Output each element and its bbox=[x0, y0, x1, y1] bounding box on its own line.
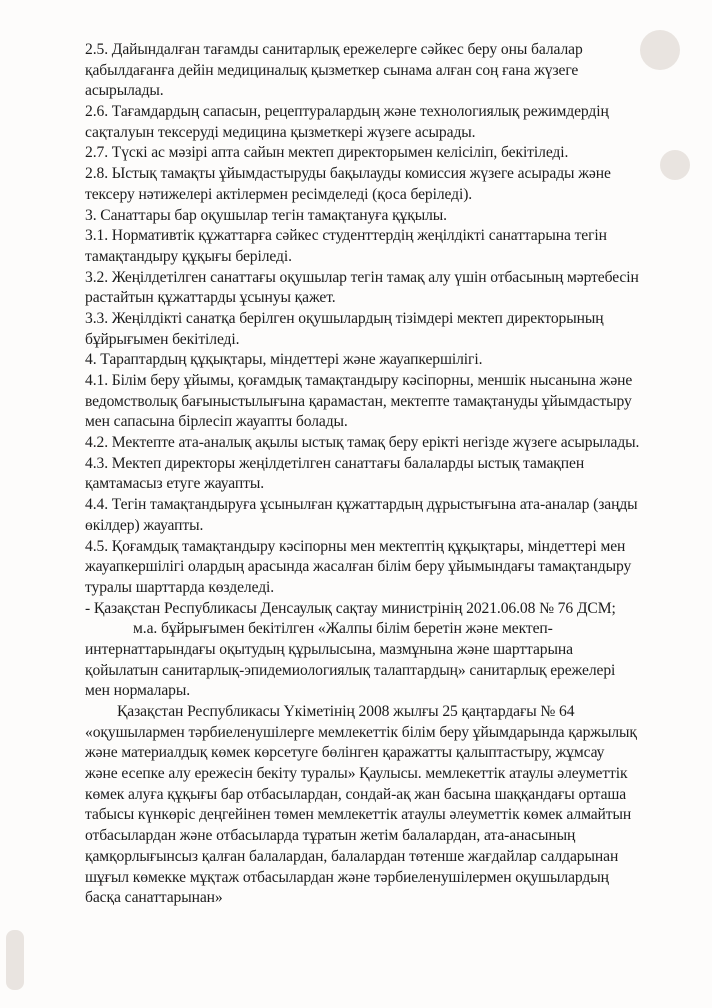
text-line: табысы күнкөріс деңгейінен төмен мемлекеттік атаулы әлеуметтік көмек алмайтын bbox=[85, 806, 632, 824]
text-line: және материалдық көмек көрсетуге бөлінген қаражатты қалыптастыру, жұмсау bbox=[85, 744, 605, 762]
text-line: 3.2. Жеңілдетілген санаттағы оқушылар тегін тамақ алу үшін отбасының мәртебесін bbox=[85, 268, 639, 286]
text-line: - Қазақстан Республикасы Денсаулық сақтау министрінің 2021.06.08 № 76 ДСМ; bbox=[85, 599, 616, 617]
text-line: туралы шарттарда көзделеді. bbox=[85, 578, 275, 596]
text-line: отбасылардан және отбасыларда тұратын жетім балалардан, ата-анасының bbox=[85, 827, 576, 845]
text-line: және есепке алу ережесін бекіту туралы» Қаулысы. мемлекеттік атаулы әлеуметтік bbox=[85, 765, 628, 783]
document-body bbox=[85, 40, 697, 909]
text-line: 2.6. Тағамдардың сапасын, рецептуралардың және технологиялық режимдердің bbox=[85, 103, 609, 121]
text-line: қойылатын санитарлық-эпидемиологиялық талаптардың» санитарлық ережелері bbox=[85, 661, 616, 679]
text-line: 3.1. Нормативтік құжаттарға сәйкес студенттердің жеңілдікті санаттарына тегін bbox=[85, 227, 607, 245]
text-line: «оқушылармен тәрбиеленушілерге мемлекеттік білім беру ұйымдарында қаржылық bbox=[85, 723, 637, 741]
section-heading: 4. Тараптардың құқықтары, міндеттері және жауапкершілігі. bbox=[85, 351, 483, 369]
text-line: м.а. бұйрығымен бекітілген «Жалпы білім беретін және мектеп- bbox=[133, 620, 553, 638]
text-line: мен нормалары. bbox=[85, 682, 191, 700]
text-line: 3.3. Жеңілдікті санатқа берілген оқушылардың тізімдері мектеп директорының bbox=[85, 309, 604, 327]
text-line: ведомстволық бағыныстылығына қарамастан, мектепте тамақтануды ұйымдастыру bbox=[85, 392, 632, 410]
text-line: басқа санаттарынан» bbox=[85, 889, 223, 907]
text-line: 2.7. Түскі ас мәзірі апта сайын мектеп директорымен келісіліп, бекітіледі. bbox=[85, 144, 569, 162]
text-line: тамақтандыру құқығы беріледі. bbox=[85, 247, 292, 265]
paper-smudge bbox=[6, 930, 24, 990]
text-line: асырылады. bbox=[85, 82, 164, 100]
text-line: өкілдер) жауапты. bbox=[85, 516, 204, 534]
text-line: шұғыл көмекке мұқтаж отбасылардан және тәрбиеленушілермен оқушылардың bbox=[85, 868, 609, 886]
text-line: бұйрығымен бекітіледі. bbox=[85, 330, 240, 348]
text-line: интернаттарындағы оқытудың құрылысына, мазмұнына және шарттарына bbox=[85, 640, 573, 658]
text-line: 4.3. Мектеп директоры жеңілдетілген санаттағы балаларды ыстық тамақпен bbox=[85, 454, 585, 472]
text-line: қабылдағанға дейін медициналық қызметкер сынама алған соң ғана жүзеге bbox=[85, 61, 579, 79]
text-line: жауапкершілігі олардың арасында жасалған білім беру ұйымындағы тамақтандыру bbox=[85, 558, 632, 576]
text-line: 4.1. Білім беру ұйымы, қоғамдық тамақтандыру кәсіпорны, меншік нысанына және bbox=[85, 372, 633, 389]
section-heading: 3. Санаттары бар оқушылар тегін тамақтануға құқылы. bbox=[85, 206, 447, 224]
text-line: 4.2. Мектепте ата-аналық ақылы ыстық тамақ беру ерікті негізде жүзеге асырылады. bbox=[85, 434, 640, 452]
text-line: 4.5. Қоғамдық тамақтандыру кәсіпорны мен мектептің құқықтары, міндеттері мен bbox=[85, 537, 626, 555]
text-line: көмек алуға құқығы бар отбасылардан, сондай-ақ жан басына шаққандағы орташа bbox=[85, 785, 627, 803]
text-line: 2.5. Дайындалған тағамды санитарлық ережелерге сәйкес беру оны балалар bbox=[85, 41, 583, 58]
text-line: 2.8. Ыстық тамақты ұйымдастыруды бақылауды комиссия жүзеге асырады және bbox=[85, 165, 611, 183]
text-line: қамқорлығынсыз қалған балалардан, балалардан төтенше жағдайлар салдарынан bbox=[85, 847, 619, 865]
text-line: сақталуын тексеруді медицина қызметкері жүзеге асырады. bbox=[85, 123, 476, 141]
text-line: тексеру нәтижелері актілермен ресімделеді (қоса беріледі). bbox=[85, 185, 473, 203]
text-line: Қазақстан Республикасы Үкіметінің 2008 жылғы 25 қаңтардағы № 64 bbox=[117, 703, 575, 720]
text-line: 4.4. Тегін тамақтандыруға ұсынылған құжаттардың дұрыстығына ата-аналар (заңды bbox=[85, 496, 638, 514]
text-line: қамтамасыз етуге жауапты. bbox=[85, 475, 265, 493]
text-line: растайтын құжаттарды ұсынуы қажет. bbox=[85, 289, 336, 307]
text-line: мен сапасына бірлесіп жауапты болады. bbox=[85, 413, 348, 431]
